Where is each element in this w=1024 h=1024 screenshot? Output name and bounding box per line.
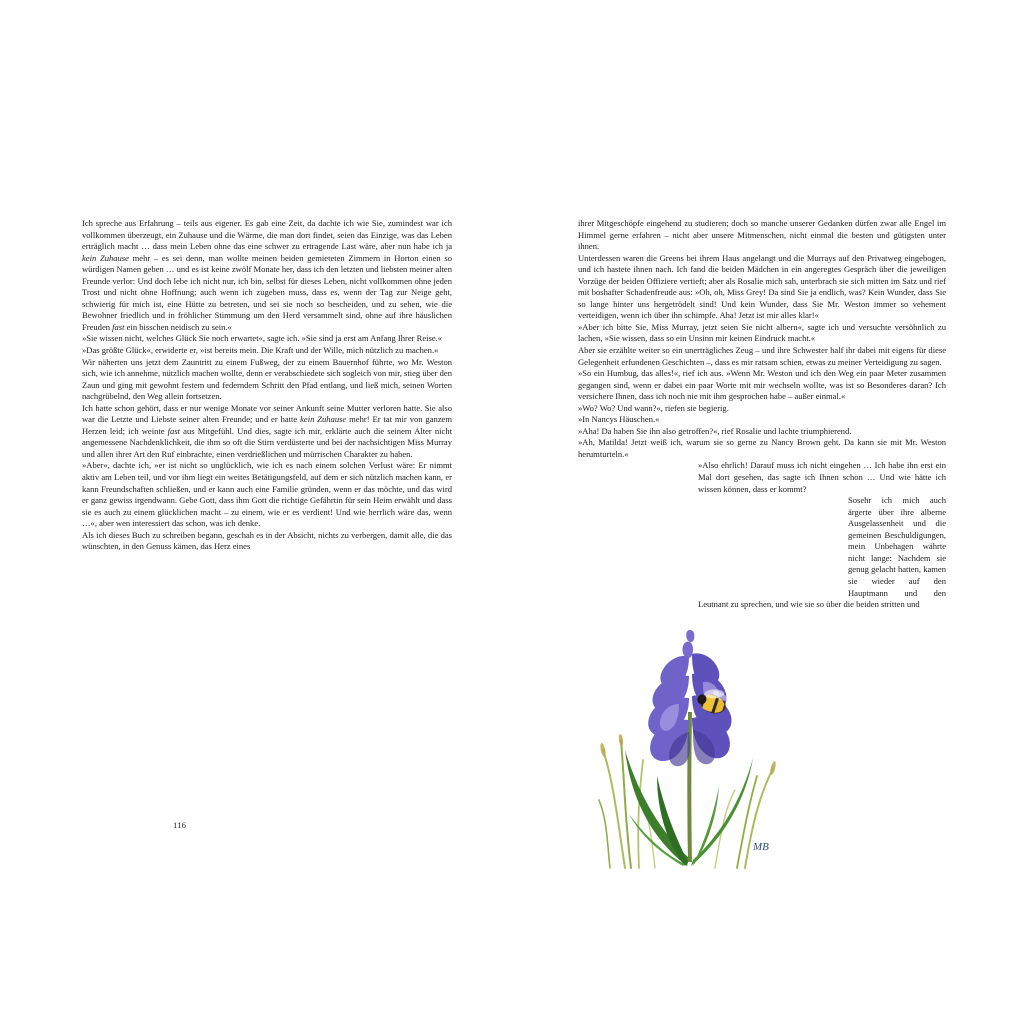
paragraph: Aber sie erzählte weiter so ein unerträgliches Zeug – und ihre Schwester half ihr dabei mit eigens für diese Gelegenheit erfundenen Geschichten –, dass es mir ratsam schien, etwas zu meiner Verteidigung zu sagen. xyxy=(578,345,946,367)
artist-signature: MB xyxy=(753,841,769,853)
paragraph: Sosehr ich mich auch ärgerte über ihre alberne Ausgelassenheit und die gemeinen Beschuldigungen, mein Unbehagen währte nicht lange: Nachdem sie genug gelacht hatten, kamen sie wieder auf den Hauptmann und den Leutnant zu sprechen, und wie sie so über die beiden stritten und xyxy=(698,495,946,610)
paragraph: »Aber«, dachte ich, »er ist nicht so unglücklich, wie ich es nach einem solchen Verlust wäre: Er nimmt aktiv am Leben teil, und vor ihm liegt ein weites Betätigungsfeld, auf dem er sich nützlich machen kann, er kann Freundschaften schließen, und er kann auch eine Familie gründen, wenn er das möchte, und das wird er ganz gewiss irgendwann. Gebe Gott, dass ihm Gott die richtige Gefährtin für sein Heim erwählt und dass sie es auch zu einem glücklichen macht – zu einem, wie er es verdient! Und wie herrlich wäre das, wenn …«, aber wen interessiert das schon, was ich denke. xyxy=(82,460,452,529)
paragraph: »So ein Humbug, das alles!«, rief ich aus. »Wenn Mr. Weston und ich den Weg ein paar Meter zusammen gegangen sind, wenn er dabei ein paar Worte mit mir wechseln wollte, was ist so Besonderes daran? Ich versichere Ihnen, dass ich noch nie mit ihm gesprochen habe – außer einmal.« xyxy=(578,368,946,402)
left-page xyxy=(82,218,452,553)
bluebell-flower-illustration xyxy=(595,600,785,870)
paragraph: Wir näherten uns jetzt dem Zauntritt zu einem Fußweg, der zu einem Bauernhof führte, wo Mr. Weston sich, wie ich annehme, nützlich machen wollte, denn er verabschiedete sich sogleich von mir, stieg über den Zaun und ging mit gewohnt festem und federndem Schritt den Pfad entlang, und ließ mich, seinen Worten nachgrübelnd, den Weg allein fortsetzen. xyxy=(82,356,452,402)
page-number-left: 116 xyxy=(173,820,187,830)
paragraph: »In Nancys Häuschen.« xyxy=(578,414,660,425)
paragraph: »Ah, Matilda! Jetzt weiß ich, warum sie so gerne zu Nancy Brown geht. Da kann sie mit Mr. Weston herumturteln.« xyxy=(578,437,946,459)
paragraph: »Aha! Da haben Sie ihn also getroffen?«, rief Rosalie und lachte triumphierend. xyxy=(578,425,852,436)
paragraph: »Wo? Wo? Und wann?«, riefen sie begierig. xyxy=(578,402,729,413)
bumblebee-icon xyxy=(695,682,731,716)
right-page-text-block xyxy=(578,218,946,611)
flower-stem xyxy=(689,712,690,862)
illustration-text-wrap-spacer xyxy=(578,460,698,610)
paragraph: »Also ehrlich! Darauf muss ich nicht eingehen … Ich habe ihn erst ein Mal dort gesehen, das sagte ich Ihnen schon … Und wie hätte ich wissen können, dass er kommt? xyxy=(698,460,946,494)
paragraph: »Das größte Glück«, erwiderte er, »ist bereits mein. Die Kraft und der Wille, mich nützlich zu machen.« xyxy=(82,345,439,356)
leaves-icon xyxy=(625,750,753,866)
grass-seedhead-icon xyxy=(599,734,776,776)
grass-blades-icon xyxy=(599,740,773,868)
paragraph: ihrer Mitgeschöpfe eingehend zu studieren; doch so manche unserer Gedanken dürfen zwar alle Engel im Himmel gerne erfahren – nicht aber unsere Mitmenschen, nicht einmal die besten und gütigsten unter ihnen. xyxy=(578,218,946,252)
bluebell-florets-icon xyxy=(648,630,731,766)
paragraph: Unterdessen waren die Greens bei ihrem Haus angelangt und die Murrays auf den Privatweg eingebogen, und ich hastete ihnen nach. Ich fand die beiden Mädchen in ein angeregtes Gespräch über die jeweiligen Vorzüge der beiden Offiziere vertieft; aber als Rosalie mich sah, unterbrach sie sich mitten im Satz und rief mit boshafter Schadenfreude aus: »Oh, oh, Miss Grey! Da sind Sie ja endlich, was? Kein Wunder, dass Sie so lange hinter uns hergetrödelt sind! Und kein Wunder, dass Sie Mr. Weston immer so vehement verteidigen, wenn ich über ihn schimpfe. Aha! Jetzt ist mir alles klar!« xyxy=(578,252,946,321)
paragraph: »Sie wissen nicht, welches Glück Sie noch erwartet«, sagte ich. »Sie sind ja erst am Anfang Ihrer Reise.« xyxy=(82,333,443,344)
right-page xyxy=(578,218,946,611)
paragraph: Ich spreche aus Erfahrung – teils aus eigener. Es gab eine Zeit, da dachte ich wie Sie, zumindest war ich vollkommen überzeugt, ein Zuhause und die Wärme, die man dort findet, seien das Einzige, was das Leben erträglich macht … dass mein Leben ohne das eine schwer zu ertragende Last wäre, aber nun habe ich ja kein Zuhause mehr – es sei denn, man wollte meinen beiden gemieteten Zimmern in Horton einen so würdigen Namen geben … und es ist keine zwölf Monate her, dass ich den letzten und liebsten meiner alten Freunde verlor: Und doch lebe ich nicht nur, ich bin, selbst für dieses Leben, nicht vollkommen ohne jeden Trost und nicht ohne Hoffnung; auch wenn ich zugeben muss, dass es, wenn der Tag zur Neige geht, schwierig für mich ist, eine Hütte zu betreten, und sei sie noch so bescheiden, und zu sehen, wie die Bewohner friedlich und in fröhlicher Stimmung um den Herd versammelt sind, ohne auf ihre häuslichen Freuden fast ein bisschen neidisch zu sein.« xyxy=(82,218,452,332)
paragraph: »Aber ich bitte Sie, Miss Murray, jetzt seien Sie nicht albern«, sagte ich und versuchte versöhnlich zu lachen, »Sie wissen, dass so ein Unsinn mir keinen Eindruck macht.« xyxy=(578,321,946,344)
paragraph: Als ich dieses Buch zu schreiben begann, geschah es in der Absicht, nichts zu verbergen, damit alle, die das wünschten, in den Genuss kämen, das Herz eines xyxy=(82,529,452,552)
paragraph: Ich hatte schon gehört, dass er nur wenige Monate vor seiner Ankunft seine Mutter verloren hatte. Sie also war die Letzte und Liebste seiner alten Freunde; und er hatte kein Zuhause mehr! Er tat mir von ganzem Herzen leid; ich weinte fast aus Mitgefühl. Und dies, sagte ich mir, erklärte auch die seinem Alter nicht angemessene Nachdenklichkeit, die ihm so oft die Stirn verdüsterte und bei der nachsichtigen Miss Murray und allen ihrer Art den Ruf einbrachte, einen verdrießlichen und mürrischen Charakter zu haben. xyxy=(82,402,452,459)
left-page-text-block xyxy=(82,218,452,553)
illustration-text-wrap-spacer-2 xyxy=(698,495,848,590)
